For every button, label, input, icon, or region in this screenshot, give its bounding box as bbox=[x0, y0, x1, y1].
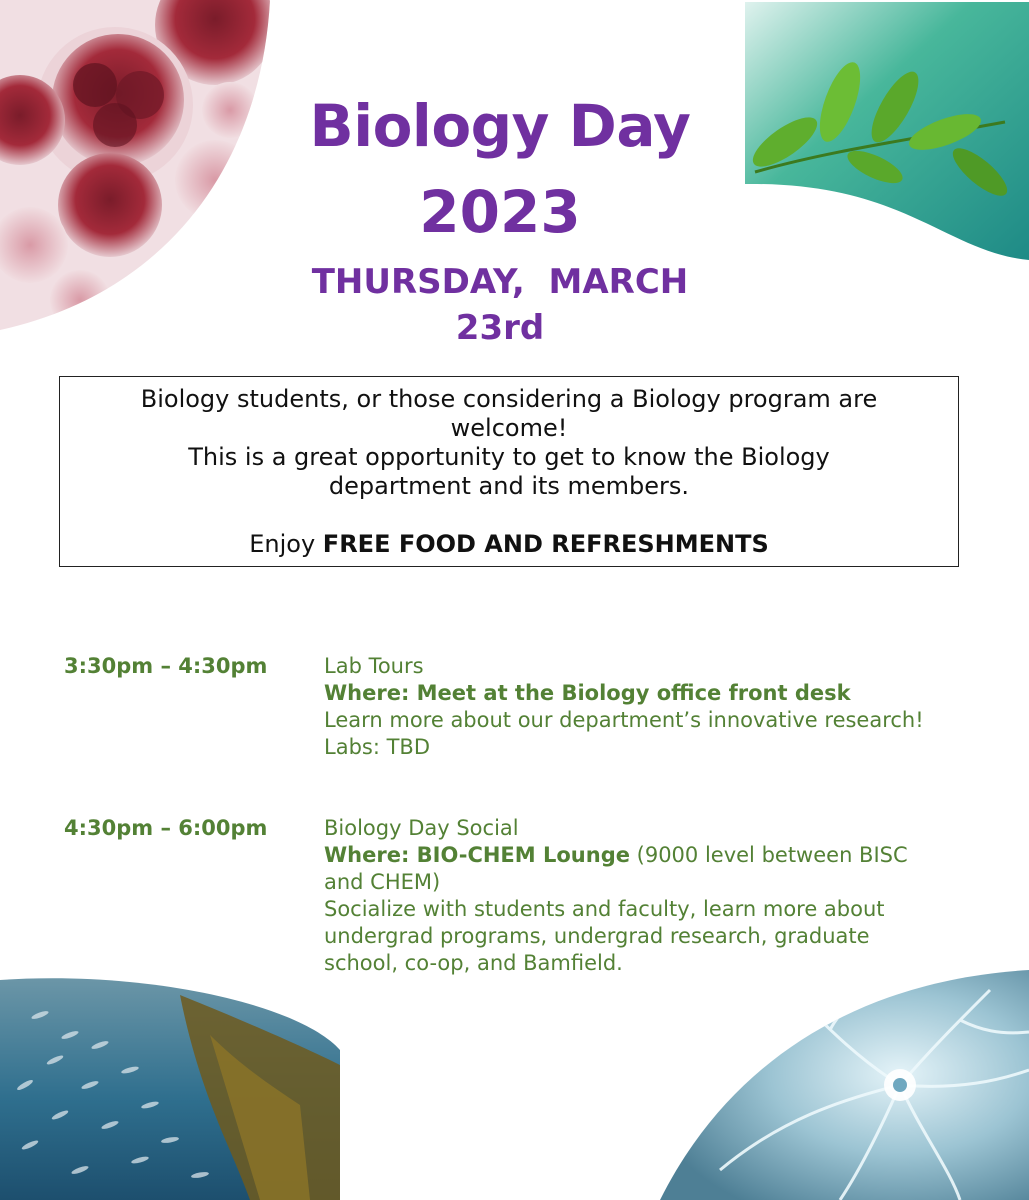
neuron-image bbox=[660, 970, 1029, 1200]
schedule-location bbox=[324, 680, 944, 707]
schedule-description: Socialize with students and faculty, learn more about undergrad programs, undergrad research, graduate school, co-op, and Bamfield. bbox=[324, 897, 885, 975]
schedule-event-title: Biology Day Social bbox=[324, 816, 519, 840]
intro-welcome-text: Biology students, or those considering a Biology program are welcome! bbox=[140, 385, 878, 442]
schedule-description: Learn more about our department’s innovative research! bbox=[324, 708, 924, 732]
green-leaves-image bbox=[745, 2, 1029, 260]
intro-opportunity-text: This is a great opportunity to get to know the Biology department and its members. bbox=[188, 443, 830, 500]
schedule-location-bold: Where: BIO-CHEM Lounge bbox=[324, 843, 630, 867]
event-title: Biology Day bbox=[309, 92, 691, 160]
schedule-item-social bbox=[324, 815, 944, 977]
event-year: 2023 bbox=[419, 178, 581, 246]
free-food-text: FREE FOOD AND REFRESHMENTS bbox=[322, 530, 769, 558]
schedule-location-bold: Where: Meet at the Biology office front desk bbox=[324, 681, 851, 705]
event-date-weekday-month: THURSDAY, MARCH bbox=[311, 262, 689, 302]
red-cells-image bbox=[0, 0, 270, 330]
schedule-time-social: 4:30pm – 6:00pm bbox=[64, 816, 268, 840]
food-prefix: Enjoy bbox=[249, 530, 323, 558]
schedule-item-lab-tours bbox=[324, 653, 944, 761]
schedule-location bbox=[324, 842, 924, 896]
schedule-event-title: Lab Tours bbox=[324, 654, 424, 678]
schedule-time-lab-tours: 3:30pm – 4:30pm bbox=[64, 654, 268, 678]
schedule-extra: Labs: TBD bbox=[324, 735, 430, 759]
event-date-day: 23rd bbox=[455, 308, 545, 348]
schedule-location-extra: (9000 level between BISC and CHEM) bbox=[324, 843, 915, 894]
fish-school-image bbox=[0, 975, 340, 1200]
intro-box bbox=[59, 376, 959, 567]
intro-food-line bbox=[60, 530, 958, 559]
